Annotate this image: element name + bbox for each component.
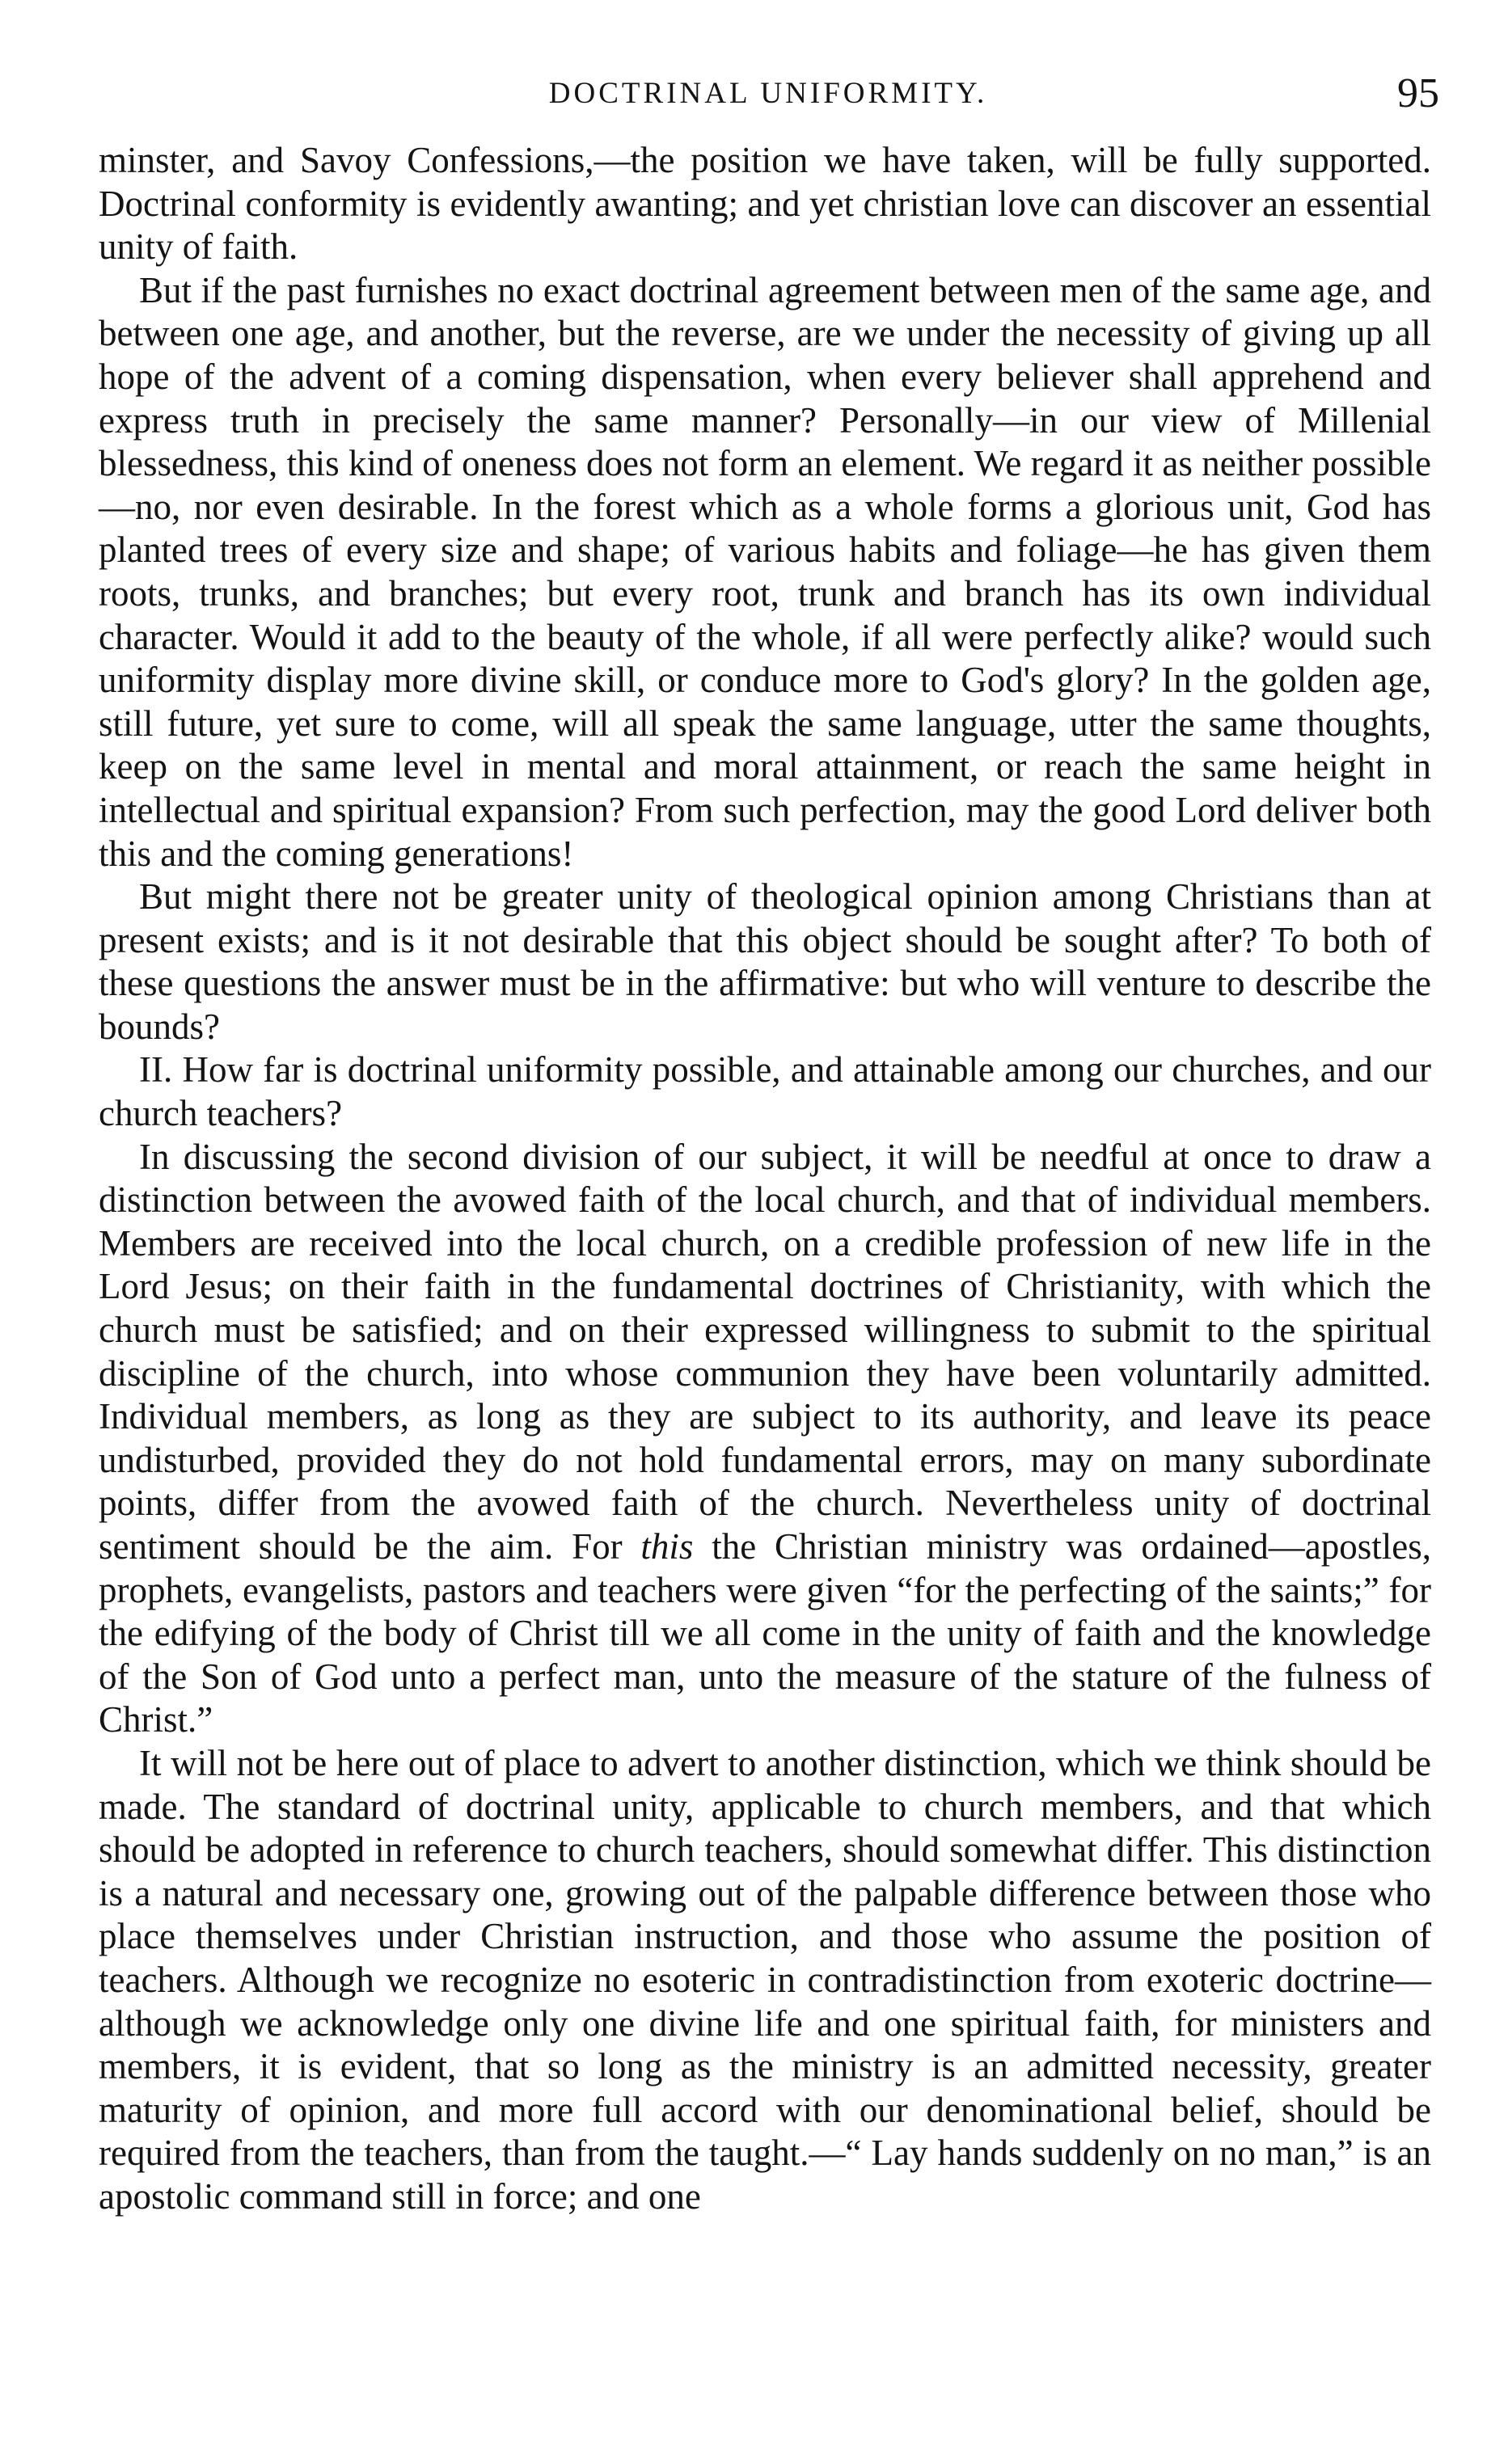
- paragraph-church-members: [99, 1136, 1431, 1742]
- paragraph-teachers-distinction: It will not be here out of place to advert to another distinction, which we think should be made. The standard of doctrinal unity, applicable to church members, and that which should be adopted in reference to church teachers, should somewhat differ. This distinction is a natural and necessary one, growing out of the palpable difference between those who place themselves under Christian instruction, and those who assume the position of teachers. Although we recognize no esoteric in contradistinction from exoteric doctrine—although we acknowledge only one divine life and one spiritual faith, for ministers and members, it is evident, that so long as the ministry is an admitted necessity, greater maturity of opinion, and more full accord with our denominational belief, should be required from the teachers, than from the taught.—“ Lay hands suddenly on no man,” is an apostolic command still in force; and one: [99, 1742, 1431, 2217]
- section-heading-ii: II. How far is doctrinal uniformity possible, and attainable among our churches, and our church teachers?: [99, 1049, 1431, 1134]
- paragraph-millennial-oneness: But if the past furnishes no exact doctrinal agreement between men of the same age, and between one age, and another, but the reverse, are we under the necessity of giving up all hope of the advent of a coming dispensation, when every believer shall apprehend and express truth in precisely the same manner? Personally—in our view of Millenial blessedness, this kind of oneness does not form an element. We regard it as neither possible—no, nor even desirable. In the forest which as a whole forms a glorious unit, God has planted trees of every size and shape; of various habits and foliage—he has given them roots, trunks, and branches; but every root, trunk and branch has its own individual character. Would it add to the beauty of the whole, if all were perfectly alike? would such uniformity display more divine skill, or conduce more to God's glory? In the golden age, still future, yet sure to come, will all speak the same language, utter the same thoughts, keep on the same level in mental and moral attainment, or reach the same height in intellectual and spiritual expansion? From such perfection, may the good Lord deliver both this and the coming generations!: [99, 269, 1431, 874]
- running-head: [97, 68, 1439, 120]
- paragraph-church-members-for: For: [553, 1526, 641, 1567]
- running-title: DOCTRINAL UNIFORMITY.: [548, 77, 988, 110]
- emphasis-this: this: [640, 1526, 694, 1567]
- paragraph-theological-unity: But might there not be greater unity of theological opinion among Christians than at present exists; and is it not desirable that this object should be sought after? To both of these questions the answer must be in the affirmative: but who will venture to describe the bounds?: [99, 876, 1431, 1047]
- paragraph-church-members-quote: the Christian ministry was ordained—apostles, prophets, evangelists, pastors and teachers were given “for the perfecting of the saints;” for the edifying of the body of Christ till we all come in the unity of faith and the knowledge of the Son of God unto a perfect man, unto the measure of the stature of the fulness of Christ.”: [99, 1526, 1431, 1740]
- body-text: [99, 139, 1431, 2219]
- paragraph-church-members-text: In discussing the second division of our subject, it will be needful at once to draw a distinction between the avowed faith of the local church, and that of individual members. Members are received into the local church, on a credible profession of new life in the Lord Jesus; on their faith in the fundamental doctrines of Christianity, with which the church must be satisfied; and on their expressed willingness to submit to the spiritual discipline of the church, into whose communion they have been voluntarily admitted. Individual members, as long as they are subject to its authority, and leave its peace undisturbed, provided they do not hold fundamental errors, may on many subordinate points, differ from the avowed faith of the church. Nevertheless unity of doctrinal sentiment should be the aim.: [99, 1136, 1431, 1567]
- page-number: 95: [1397, 70, 1439, 116]
- paragraph-continued: minster, and Savoy Confessions,—the position we have taken, will be fully supported. Doctrinal conformity is evidently awanting; and yet christian love can discover an essential unity of faith.: [99, 140, 1431, 268]
